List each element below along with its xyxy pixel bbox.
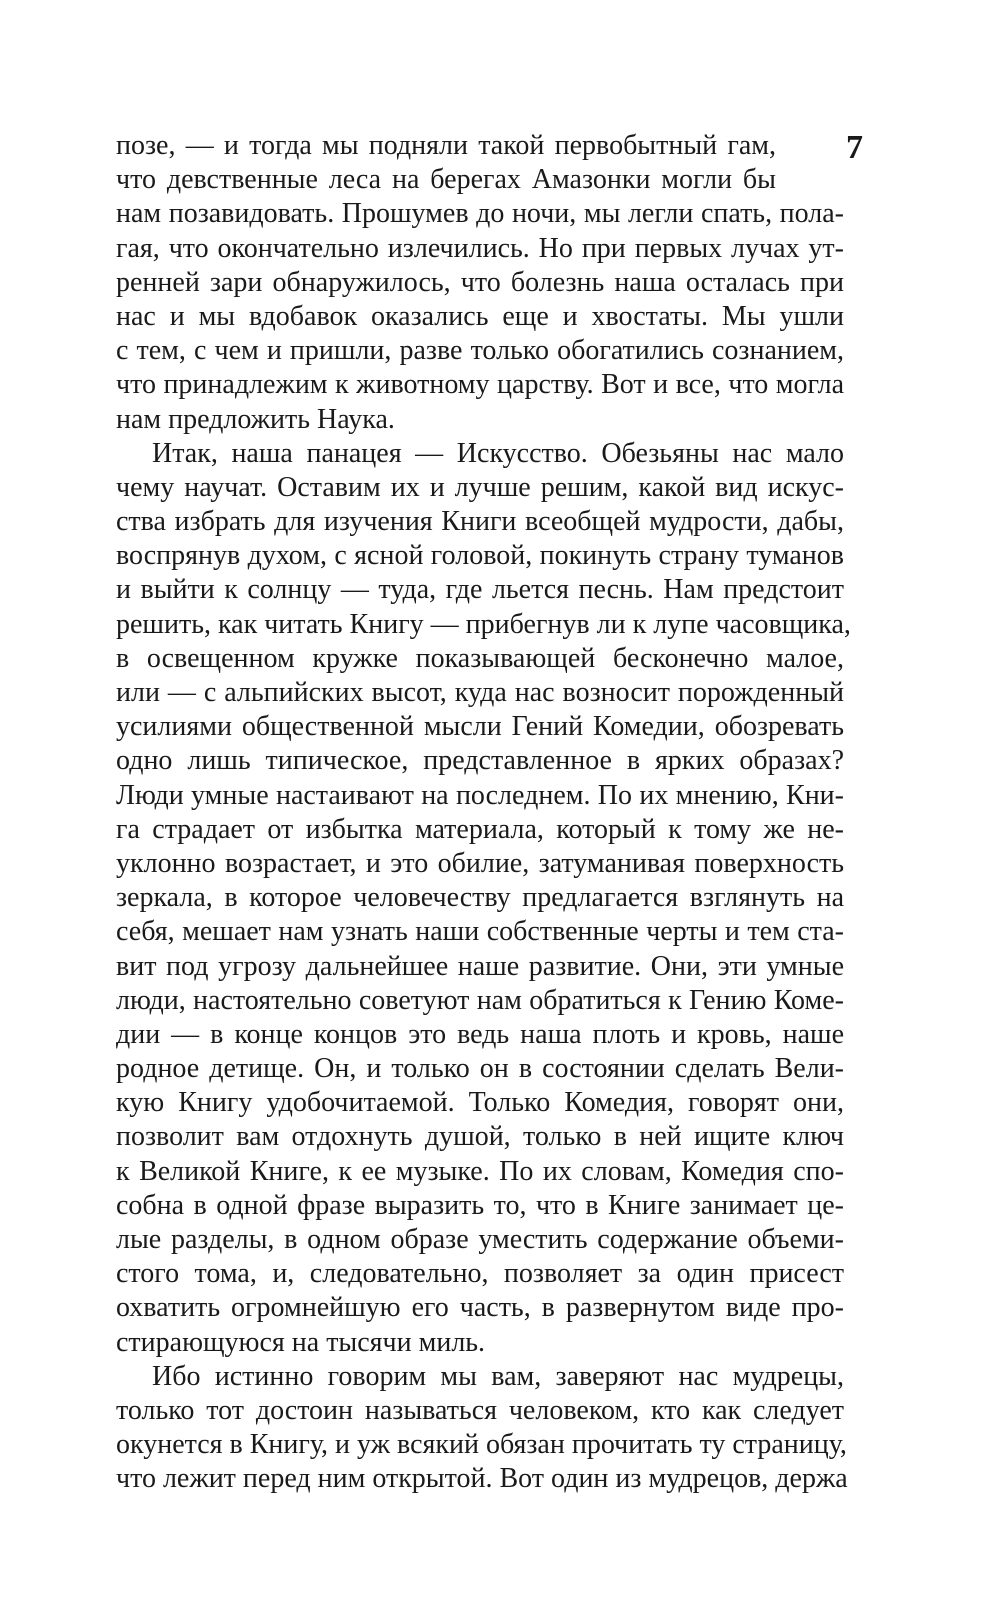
text-line: только тот достоин называться человеком, кто как следует	[116, 1394, 844, 1426]
text-line: чему научат. Оставим их и лучше решим, какой вид искус-	[116, 471, 844, 503]
text-line: усилиями общественной мысли Гений Комедии, обозревать	[116, 711, 844, 743]
text-line: решить, как читать Книгу — прибегнув ли к лупе часовщика,	[116, 608, 851, 640]
text-line: охватить огромнейшую его часть, в развернутом виде про-	[116, 1292, 844, 1324]
text-line: с тем, с чем и пришли, разве только обогатились сознанием,	[116, 335, 844, 367]
paragraph-start-line: Ибо истинно говорим мы вам, заверяют нас мудрецы,	[152, 1360, 844, 1392]
text-line: вит под угрозу дальнейшее наше развитие. Они, эти умные	[116, 950, 844, 982]
text-line: себя, мешает нам узнать наши собственные черты и тем ста-	[116, 916, 844, 948]
text-line: к Великой Книге, к ее музыке. По их словам, Комедия спо-	[116, 1155, 844, 1187]
paragraph-start-line: Итак, наша панацея — Искусство. Обезьяны нас мало	[152, 437, 844, 469]
text-line: дии — в конце концов это ведь наша плоть и кровь, наше	[116, 1018, 844, 1050]
text-line: позе, — и тогда мы подняли такой первобытный гам,	[116, 130, 776, 161]
text-line: или — с альпийских высот, куда нас возносит порожденный	[116, 677, 844, 708]
text-line: что девственные леса на берегах Амазонки могли бы	[116, 164, 776, 196]
page-number: 7	[846, 129, 863, 166]
text-line: что лежит перед ним открытой. Вот один из мудрецов, держа	[116, 1463, 848, 1495]
text-line: позволит вам отдохнуть душой, только в ней ищите ключ	[116, 1121, 844, 1153]
text-line: собна в одной фразе выразить то, что в Книге занимает це-	[116, 1189, 844, 1221]
text-line: люди, настоятельно советуют нам обратиться к Гению Коме-	[116, 984, 844, 1016]
page-text	[116, 129, 851, 1497]
text-line: воспрянув духом, с ясной головой, покинуть страну туманов	[116, 540, 844, 572]
text-line: гая, что окончательно излечились. Но при первых лучах ут-	[116, 232, 844, 264]
text-line: ства избрать для изучения Книги всеобщей мудрости, дабы,	[116, 506, 844, 538]
text-line: стого тома, и, следовательно, позволяет за один присест	[116, 1258, 844, 1290]
text-line: окунется в Книгу, и уж всякий обязан прочитать ту страницу,	[116, 1429, 847, 1461]
text-line: что принадлежим к животному царству. Вот и все, что могла	[116, 369, 844, 401]
text-line: Люди умные настаивают на последнем. По их мнению, Кни-	[116, 779, 844, 811]
text-line: одно лишь типическое, представленное в ярких образах?	[116, 745, 844, 777]
text-line: стирающуюся на тысячи миль.	[116, 1326, 486, 1358]
text-line: в освещенном кружке показывающей бесконечно малое,	[116, 642, 844, 674]
text-line: га страдает от избытка материала, который к тому же не-	[116, 813, 844, 845]
text-line: кую Книгу удобочитаемой. Только Комедия, говорят они,	[116, 1087, 844, 1119]
text-line: нам позавидовать. Прошумев до ночи, мы легли спать, пола-	[116, 198, 844, 230]
text-line: лые разделы, в одном образе уместить содержание объеми-	[116, 1224, 844, 1255]
text-line: и выйти к солнцу — туда, где льется песнь. Нам предстоит	[116, 574, 844, 606]
text-line: ренней зари обнаружилось, что болезнь наша осталась при	[116, 266, 844, 298]
text-line: родное детище. Он, и только он в состоянии сделать Вели-	[116, 1053, 844, 1085]
text-line: зеркала, в которое человечеству предлагается взглянуть на	[116, 882, 844, 914]
text-line: нас и мы вдобавок оказались еще и хвостаты. Мы ушли	[116, 300, 844, 332]
text-line: нам предложить Наука.	[116, 403, 395, 435]
text-line: уклонно возрастает, и это обилие, затуманивая поверхность	[116, 847, 844, 879]
